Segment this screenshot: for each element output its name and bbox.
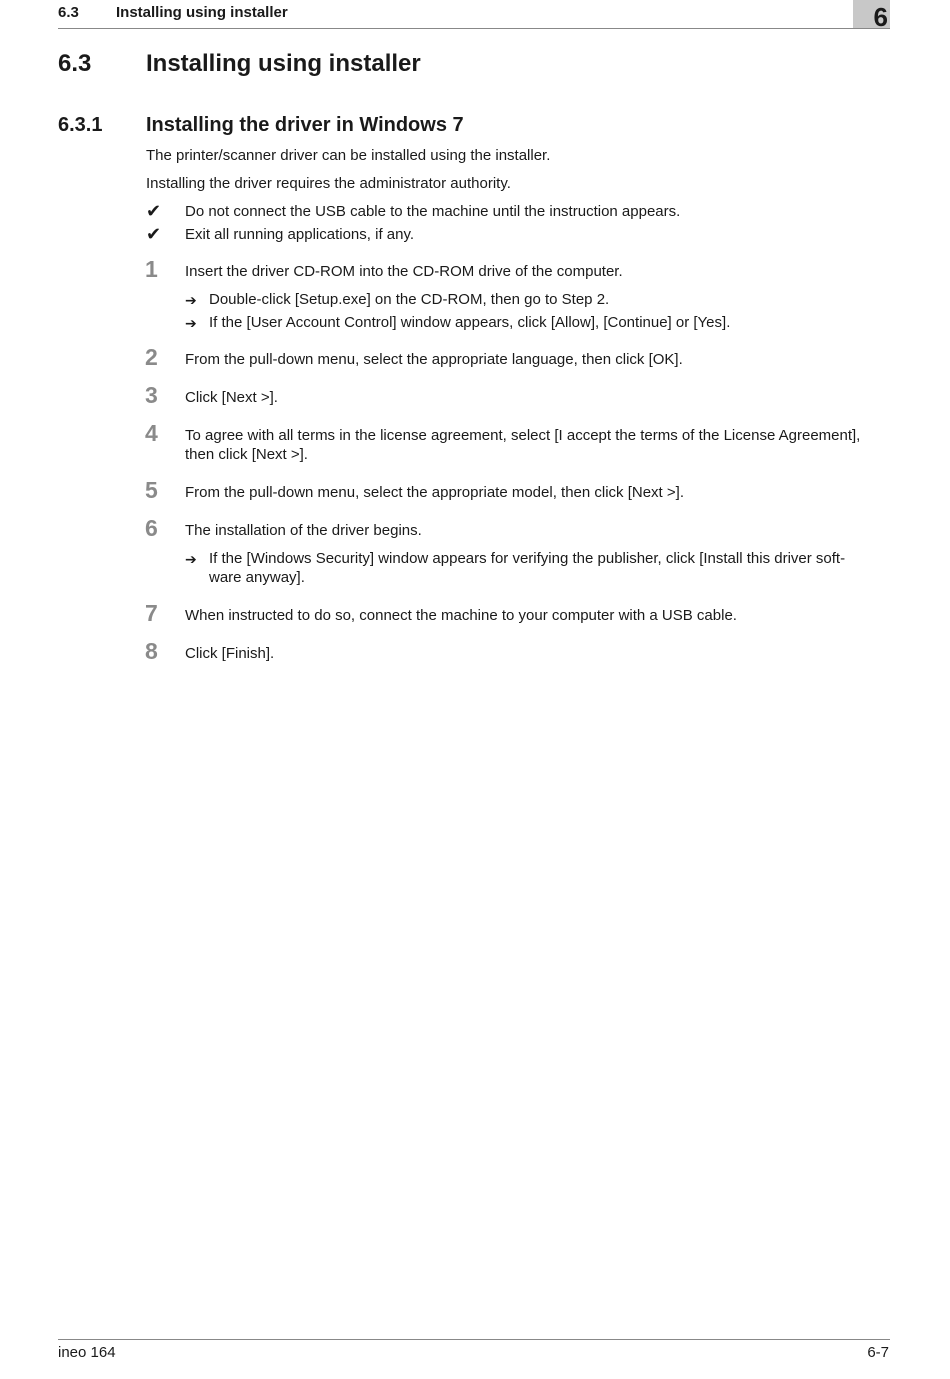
arrow-icon: ➔ <box>185 315 197 331</box>
footer-product: ineo 164 <box>58 1344 116 1361</box>
step-number: 2 <box>145 344 158 370</box>
step-text: The installation of the driver begins. <box>185 522 422 539</box>
header-rule <box>58 28 890 29</box>
step-number: 8 <box>145 638 158 664</box>
step-number: 3 <box>145 382 158 408</box>
step-substep: Double-click [Setup.exe] on the CD-ROM, then go to Step 2. <box>209 291 610 308</box>
step-number: 6 <box>145 515 158 541</box>
footer-page-number: 6-7 <box>867 1344 889 1361</box>
section-number: 6.3 <box>58 50 92 77</box>
running-header <box>58 2 890 32</box>
step-text: Click [Next >]. <box>185 389 278 406</box>
step-text: To agree with all terms in the license agreement, select [I accept the terms of the License Agreement], <box>185 427 861 444</box>
header-section-number: 6.3 <box>58 4 79 21</box>
step-number: 5 <box>145 477 158 503</box>
step-text: When instructed to do so, connect the machine to your computer with a USB cable. <box>185 607 737 624</box>
arrow-icon: ➔ <box>185 551 197 567</box>
step-substep: If the [User Account Control] window appears, click [Allow], [Continue] or [Yes]. <box>209 314 731 331</box>
check-item: Exit all running applications, if any. <box>185 226 415 243</box>
step-substep: ware anyway]. <box>209 569 305 586</box>
arrow-icon: ➔ <box>185 292 197 308</box>
section-title: Installing using installer <box>146 50 421 77</box>
footer-rule <box>58 1339 890 1340</box>
step-text: Insert the driver CD-ROM into the CD-ROM drive of the computer. <box>185 263 623 280</box>
step-substep: If the [Windows Security] window appears for verifying the publisher, click [Install this driver soft- <box>209 550 846 567</box>
header-section-title: Installing using installer <box>116 4 288 21</box>
intro-paragraph: The printer/scanner driver can be installed using the installer. <box>146 147 551 164</box>
subsection-number: 6.3.1 <box>58 114 103 136</box>
step-number: 4 <box>145 420 158 446</box>
intro-paragraph: Installing the driver requires the administrator authority. <box>146 175 511 192</box>
step-text: Click [Finish]. <box>185 645 275 662</box>
step-number: 7 <box>145 600 158 626</box>
step-text: then click [Next >]. <box>185 446 308 463</box>
step-text: From the pull-down menu, select the appropriate model, then click [Next >]. <box>185 484 684 501</box>
chapter-tab: 6 <box>853 0 890 28</box>
checkmark-icon: ✔ <box>146 224 162 244</box>
step-number: 1 <box>145 256 158 282</box>
check-item: Do not connect the USB cable to the machine until the instruction appears. <box>185 203 681 220</box>
step-text: From the pull-down menu, select the appropriate language, then click [OK]. <box>185 351 683 368</box>
checkmark-icon: ✔ <box>146 201 162 221</box>
subsection-title: Installing the driver in Windows 7 <box>146 114 464 136</box>
